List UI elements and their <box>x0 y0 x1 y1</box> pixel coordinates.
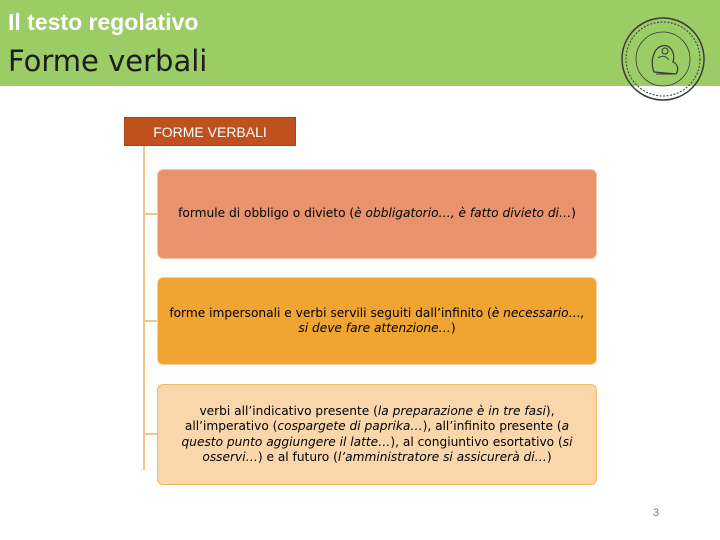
node-example-text: cospargete di paprika… <box>277 419 423 433</box>
node-label-text: ), all’infinito presente ( <box>422 419 562 433</box>
node-label-text: forme impersonali e verbi servili seguiti dall’infinito ( <box>169 305 492 320</box>
node-example-text: l’amministratore si assicurerà di… <box>337 450 547 464</box>
node-example-text: è necessario…, si deve fare attenzione… <box>298 305 585 335</box>
node-label-text: ) <box>450 321 456 335</box>
tree-trunk-line <box>143 146 145 470</box>
node-example-text: la preparazione è in tre fasi <box>377 403 546 418</box>
page-number: 3 <box>653 507 660 519</box>
diagram-root-node: FORME VERBALI <box>124 117 296 146</box>
slide-subtitle: Forme verbali <box>8 44 208 78</box>
diagram-node <box>157 277 597 365</box>
node-label-text: verbi all’indicativo presente <box>199 403 370 418</box>
tree-branch-line <box>143 213 158 215</box>
diagram-node <box>157 384 597 485</box>
node-text <box>166 404 588 466</box>
node-text <box>168 306 586 337</box>
tree-branch-line <box>143 320 158 322</box>
node-label-text: ( <box>369 403 378 418</box>
slide-title: Il testo regolativo <box>8 9 199 35</box>
tree-branch-line <box>143 433 158 435</box>
node-example-text: si osservi… <box>202 434 573 464</box>
node-label-text: ), all’imperativo ( <box>184 403 555 433</box>
node-example-text: è obbligatorio…, è fatto divieto di… <box>354 206 572 221</box>
node-example-text: a questo punto aggiungere il latte… <box>181 419 570 449</box>
node-label-text: ) <box>546 450 552 464</box>
node-label-text: ) e al futuro ( <box>257 450 338 464</box>
node-label-text: ), al congiuntivo esortativo ( <box>390 434 563 449</box>
diagram-node <box>157 169 597 259</box>
node-label-text: formule di obbligo o divieto ( <box>178 206 355 221</box>
node-label-text: ) <box>571 206 576 221</box>
university-seal-icon <box>618 14 708 104</box>
node-text <box>178 206 576 222</box>
